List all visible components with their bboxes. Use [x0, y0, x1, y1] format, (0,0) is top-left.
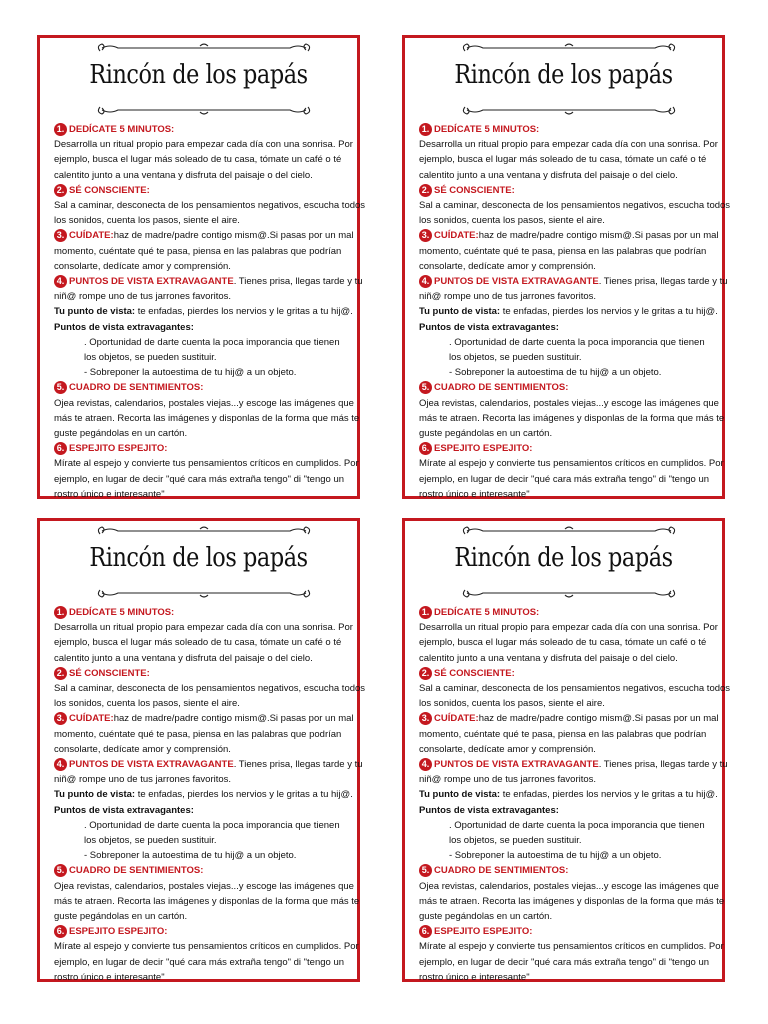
section-line: Ojea revistas, calendarios, postales viejas...y escoge las imágenes que — [54, 880, 354, 892]
extravagant-view-line: - Sobreponer la autoestima de tu hij@ a un objeto. — [84, 850, 297, 862]
section-line: Ojea revistas, calendarios, postales viejas...y escoge las imágenes que — [54, 397, 354, 409]
section-line: guste pegándolas en un cartón. — [54, 910, 188, 922]
section-line: Sal a caminar, desconecta de los pensamientos negativos, escucha todos — [419, 682, 731, 694]
extravagant-view-line: los objetos, se pueden sustituir. — [84, 351, 217, 363]
section-title: PUNTOS DE VISTA EXTRAVAGANTE — [434, 275, 599, 287]
section-title: SÉ CONSCIENTE: — [69, 184, 150, 196]
section-line: momento, cuéntate qué te pasa, piensa en las palabras que podrían — [419, 728, 707, 740]
section-heading — [54, 380, 347, 395]
section-line: rostro único e interesante" — [419, 488, 530, 500]
extravagant-view-line: . Oportunidad de darte cuenta la poca imporancia que tienen — [449, 819, 705, 831]
section-title: DEDÍCATE 5 MINUTOS: — [434, 124, 540, 135]
section-line: guste pegándolas en un cartón. — [419, 427, 553, 439]
card-header — [40, 38, 357, 122]
section-line: niñ@ rompe uno de tus jarrones favoritos. — [54, 774, 232, 786]
section-title: DEDÍCATE 5 MINUTOS: — [434, 607, 540, 618]
section-title: CUADRO DE SENTIMIENTOS: — [434, 382, 569, 394]
section-line: Mírate al espejo y convierte tus pensamientos críticos en cumplidos. Por — [419, 941, 724, 953]
section-line: Ojea revistas, calendarios, postales viejas...y escoge las imágenes que — [419, 880, 719, 892]
section-heading — [419, 441, 712, 456]
card-title: Rincón de los papás — [454, 60, 673, 90]
point-of-view-line — [419, 304, 718, 319]
section-heading — [54, 924, 347, 939]
section-line: Mírate al espejo y convierte tus pensamientos críticos en cumplidos. Por — [54, 458, 359, 470]
section-line: momento, cuéntate qué te pasa, piensa en las palabras que podrían — [54, 728, 342, 740]
section-inline-text: . Tienes prisa, llegas tarde y tu — [233, 275, 363, 287]
section-line: ejemplo, en lugar de decir "qué cara más extraña tengo" di "tengo un — [54, 956, 345, 968]
section-title: CUADRO DE SENTIMIENTOS: — [434, 865, 569, 877]
extravagant-view-line: - Sobreponer la autoestima de tu hij@ a un objeto. — [449, 850, 662, 862]
section-line: los sonidos, cuenta los pasos, siente el aire. — [54, 215, 240, 227]
section-title: ESPEJITO ESPEJITO: — [434, 443, 533, 455]
section-number-badge: 1. — [54, 606, 67, 619]
section-line: niñ@ rompe uno de tus jarrones favoritos. — [419, 291, 597, 303]
section-title: ESPEJITO ESPEJITO: — [69, 926, 168, 938]
section-title: SÉ CONSCIENTE: — [434, 184, 515, 196]
section-line: momento, cuéntate qué te pasa, piensa en las palabras que podrían — [54, 245, 342, 257]
section-heading — [419, 274, 728, 289]
section-number-badge: 1. — [419, 123, 432, 136]
section-heading — [54, 757, 363, 772]
card-content — [419, 122, 731, 502]
section-heading — [54, 863, 347, 878]
section-line: consolarte, dedícate amor y comprensión. — [419, 743, 596, 755]
section-title: DEDÍCATE 5 MINUTOS: — [69, 607, 175, 618]
section-title: PUNTOS DE VISTA EXTRAVAGANTE — [69, 758, 234, 770]
section-line: momento, cuéntate qué te pasa, piensa en las palabras que podrían — [419, 245, 707, 257]
section-heading — [54, 666, 347, 681]
point-of-view-label: Tu punto de vista: — [54, 789, 136, 801]
section-number-badge: 5. — [419, 864, 432, 877]
section-heading — [419, 183, 712, 198]
parents-corner-card — [37, 518, 366, 983]
section-line: rostro único e interesante" — [54, 971, 165, 983]
section-inline-text: haz de madre/padre contigo mism@.Si pasas por un mal — [113, 230, 354, 242]
section-line: calentito junto a una ventana y disfruta del paisaje o del cielo. — [54, 169, 313, 181]
section-number-badge: 3. — [419, 229, 432, 242]
section-heading — [54, 605, 347, 620]
section-title: CUÍDATE: — [434, 230, 479, 242]
section-line: consolarte, dedícate amor y comprensión. — [54, 743, 231, 755]
section-line: los sonidos, cuenta los pasos, siente el aire. — [54, 698, 240, 710]
section-title: CUÍDATE: — [69, 230, 114, 242]
section-line: ejemplo, en lugar de decir "qué cara más extraña tengo" di "tengo un — [54, 473, 345, 485]
point-of-view-label: Tu punto de vista: — [54, 306, 136, 318]
section-inline-text: haz de madre/padre contigo mism@.Si pasas por un mal — [478, 713, 719, 725]
point-of-view-text: te enfadas, pierdes los nervios y le gritas a tu hij@. — [500, 789, 718, 801]
section-title: CUADRO DE SENTIMIENTOS: — [69, 865, 204, 877]
card-content — [54, 122, 366, 502]
card-title: Rincón de los papás — [454, 543, 673, 573]
section-line: consolarte, dedícate amor y comprensión. — [54, 260, 231, 272]
section-line: consolarte, dedícate amor y comprensión. — [419, 260, 596, 272]
section-title: CUÍDATE: — [69, 713, 114, 725]
extravagant-views-label: Puntos de vista extravagantes: — [419, 804, 559, 816]
section-line: más te atraen. Recorta las imágenes y disponlas de la forma que más te — [419, 895, 725, 907]
extravagant-view-line: - Sobreponer la autoestima de tu hij@ a un objeto. — [84, 367, 297, 379]
section-title: SÉ CONSCIENTE: — [69, 667, 150, 679]
section-line: Sal a caminar, desconecta de los pensamientos negativos, escucha todos — [54, 682, 366, 694]
section-inline-text: . Tienes prisa, llegas tarde y tu — [598, 758, 728, 770]
extravagant-views-label: Puntos de vista extravagantes: — [54, 804, 194, 816]
section-line: Ojea revistas, calendarios, postales viejas...y escoge las imágenes que — [419, 397, 719, 409]
section-number-badge: 4. — [54, 758, 67, 771]
section-line: Desarrolla un ritual propio para empezar cada día con una sonrisa. Por — [419, 139, 718, 151]
point-of-view-label: Tu punto de vista: — [419, 306, 501, 318]
section-title: DEDÍCATE 5 MINUTOS: — [69, 124, 175, 135]
section-line: Sal a caminar, desconecta de los pensamientos negativos, escucha todos — [419, 199, 731, 211]
section-line: más te atraen. Recorta las imágenes y disponlas de la forma que más te — [54, 895, 360, 907]
section-number-badge: 6. — [54, 442, 67, 455]
section-line: ejemplo, busca el lugar más soleado de tu casa, tómate un café o té — [54, 154, 342, 166]
section-heading — [419, 228, 719, 243]
section-number-badge: 2. — [54, 184, 67, 197]
section-inline-text: . Tienes prisa, llegas tarde y tu — [233, 758, 363, 770]
point-of-view-line — [419, 787, 718, 802]
card-header — [405, 521, 722, 605]
section-line: calentito junto a una ventana y disfruta del paisaje o del cielo. — [419, 652, 678, 664]
section-line: ejemplo, busca el lugar más soleado de tu casa, tómate un café o té — [419, 637, 707, 649]
section-number-badge: 2. — [54, 667, 67, 680]
section-inline-text: . Tienes prisa, llegas tarde y tu — [598, 275, 728, 287]
point-of-view-text: te enfadas, pierdes los nervios y le gritas a tu hij@. — [135, 789, 353, 801]
section-title: CUADRO DE SENTIMIENTOS: — [69, 382, 204, 394]
extravagant-view-line: los objetos, se pueden sustituir. — [449, 351, 582, 363]
section-line: más te atraen. Recorta las imágenes y disponlas de la forma que más te — [419, 412, 725, 424]
section-line: Mírate al espejo y convierte tus pensamientos críticos en cumplidos. Por — [54, 941, 359, 953]
section-line: calentito junto a una ventana y disfruta del paisaje o del cielo. — [419, 169, 678, 181]
parents-corner-card — [37, 35, 366, 500]
section-line: calentito junto a una ventana y disfruta del paisaje o del cielo. — [54, 652, 313, 664]
section-line: Mírate al espejo y convierte tus pensamientos críticos en cumplidos. Por — [419, 458, 724, 470]
section-number-badge: 4. — [419, 275, 432, 288]
section-line: ejemplo, busca el lugar más soleado de tu casa, tómate un café o té — [54, 637, 342, 649]
section-heading — [54, 711, 354, 726]
point-of-view-text: te enfadas, pierdes los nervios y le gritas a tu hij@. — [135, 306, 353, 318]
extravagant-view-line: los objetos, se pueden sustituir. — [449, 834, 582, 846]
section-line: más te atraen. Recorta las imágenes y disponlas de la forma que más te — [54, 412, 360, 424]
section-line: Desarrolla un ritual propio para empezar cada día con una sonrisa. Por — [54, 139, 353, 151]
section-line: los sonidos, cuenta los pasos, siente el aire. — [419, 215, 605, 227]
section-number-badge: 4. — [419, 758, 432, 771]
extravagant-view-line: - Sobreponer la autoestima de tu hij@ a un objeto. — [449, 367, 662, 379]
section-number-badge: 2. — [419, 667, 432, 680]
section-title: PUNTOS DE VISTA EXTRAVAGANTE — [69, 275, 234, 287]
section-heading — [419, 863, 712, 878]
section-line: Desarrolla un ritual propio para empezar cada día con una sonrisa. Por — [419, 622, 718, 634]
section-line: guste pegándolas en un cartón. — [54, 427, 188, 439]
card-content — [54, 605, 366, 985]
section-line: Sal a caminar, desconecta de los pensamientos negativos, escucha todos — [54, 199, 366, 211]
section-heading — [54, 274, 363, 289]
extravagant-views-label: Puntos de vista extravagantes: — [419, 321, 559, 333]
extravagant-view-line: . Oportunidad de darte cuenta la poca imporancia que tienen — [84, 336, 340, 348]
section-number-badge: 3. — [419, 712, 432, 725]
section-line: niñ@ rompe uno de tus jarrones favoritos. — [419, 774, 597, 786]
section-number-badge: 5. — [54, 381, 67, 394]
card-header — [40, 521, 357, 605]
section-heading — [419, 757, 728, 772]
section-line: rostro único e interesante" — [419, 971, 530, 983]
section-heading — [419, 711, 719, 726]
extravagant-view-line: . Oportunidad de darte cuenta la poca imporancia que tienen — [84, 819, 340, 831]
card-content — [419, 605, 731, 985]
card-title: Rincón de los papás — [89, 543, 308, 573]
section-heading — [419, 605, 712, 620]
section-line: ejemplo, en lugar de decir "qué cara más extraña tengo" di "tengo un — [419, 956, 710, 968]
section-number-badge: 6. — [419, 925, 432, 938]
section-title: ESPEJITO ESPEJITO: — [69, 443, 168, 455]
section-number-badge: 1. — [419, 606, 432, 619]
section-title: PUNTOS DE VISTA EXTRAVAGANTE — [434, 758, 599, 770]
section-title: SÉ CONSCIENTE: — [434, 667, 515, 679]
extravagant-view-line: los objetos, se pueden sustituir. — [84, 834, 217, 846]
section-line: rostro único e interesante" — [54, 488, 165, 500]
section-line: Desarrolla un ritual propio para empezar cada día con una sonrisa. Por — [54, 622, 353, 634]
section-heading — [54, 228, 354, 243]
section-line: ejemplo, en lugar de decir "qué cara más extraña tengo" di "tengo un — [419, 473, 710, 485]
section-inline-text: haz de madre/padre contigo mism@.Si pasas por un mal — [478, 230, 719, 242]
section-inline-text: haz de madre/padre contigo mism@.Si pasas por un mal — [113, 713, 354, 725]
parents-corner-card — [402, 35, 731, 500]
extravagant-views-label: Puntos de vista extravagantes: — [54, 321, 194, 333]
point-of-view-text: te enfadas, pierdes los nervios y le gritas a tu hij@. — [500, 306, 718, 318]
section-number-badge: 5. — [54, 864, 67, 877]
section-number-badge: 3. — [54, 712, 67, 725]
section-heading — [54, 441, 347, 456]
section-line: ejemplo, busca el lugar más soleado de tu casa, tómate un café o té — [419, 154, 707, 166]
section-number-badge: 6. — [419, 442, 432, 455]
section-heading — [419, 924, 712, 939]
section-number-badge: 6. — [54, 925, 67, 938]
card-header — [405, 38, 722, 122]
section-number-badge: 4. — [54, 275, 67, 288]
extravagant-view-line: . Oportunidad de darte cuenta la poca imporancia que tienen — [449, 336, 705, 348]
point-of-view-label: Tu punto de vista: — [419, 789, 501, 801]
section-number-badge: 5. — [419, 381, 432, 394]
section-number-badge: 1. — [54, 123, 67, 136]
section-heading — [419, 122, 712, 137]
section-number-badge: 2. — [419, 184, 432, 197]
card-title: Rincón de los papás — [89, 60, 308, 90]
section-number-badge: 3. — [54, 229, 67, 242]
parents-corner-card — [402, 518, 731, 983]
section-heading — [419, 380, 712, 395]
section-heading — [419, 666, 712, 681]
section-line: niñ@ rompe uno de tus jarrones favoritos. — [54, 291, 232, 303]
section-title: ESPEJITO ESPEJITO: — [434, 926, 533, 938]
section-line: guste pegándolas en un cartón. — [419, 910, 553, 922]
section-line: los sonidos, cuenta los pasos, siente el aire. — [419, 698, 605, 710]
point-of-view-line — [54, 304, 353, 319]
section-title: CUÍDATE: — [434, 713, 479, 725]
point-of-view-line — [54, 787, 353, 802]
section-heading — [54, 122, 347, 137]
section-heading — [54, 183, 347, 198]
